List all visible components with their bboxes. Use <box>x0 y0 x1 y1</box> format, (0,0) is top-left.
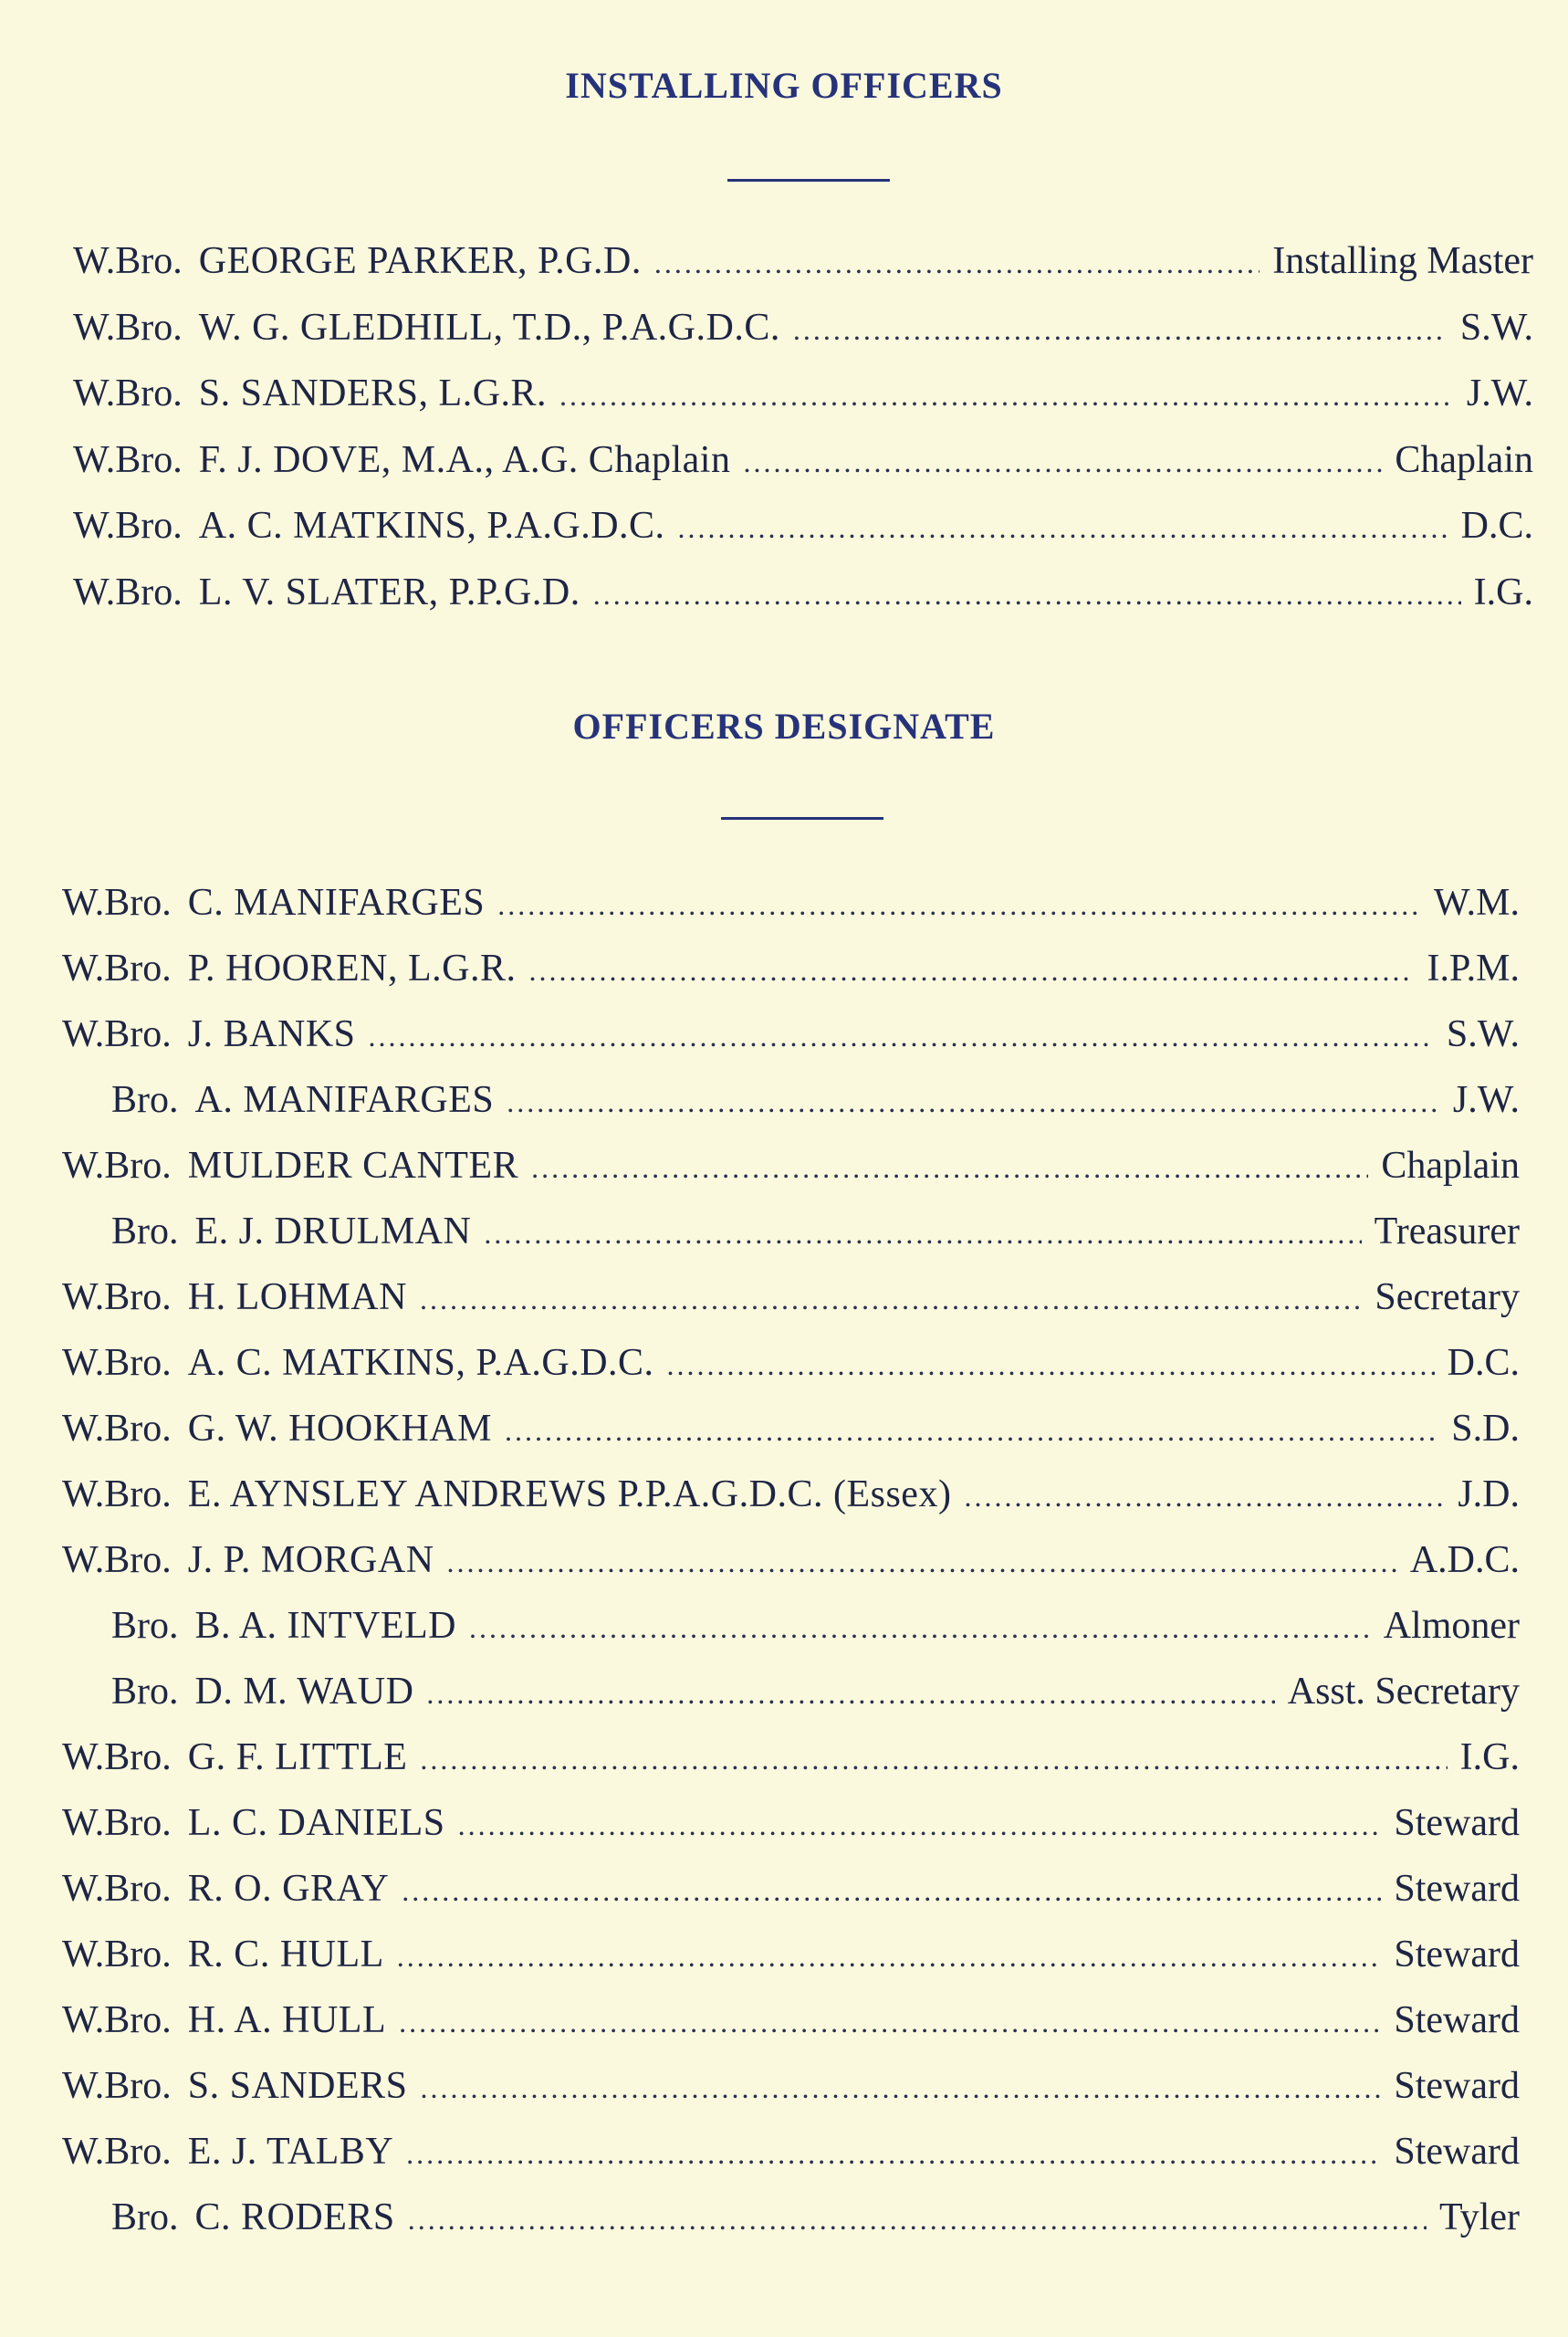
designate-officer-row <box>62 2130 1520 2174</box>
officer-title: W.Bro. <box>62 1539 172 1581</box>
designate-officer-row <box>62 1670 1520 1713</box>
officer-office: I.P.M. <box>1427 948 1520 990</box>
officer-name: S. SANDERS <box>187 2065 408 2107</box>
dot-leader <box>497 888 1421 922</box>
officer-title: W.Bro. <box>73 505 183 547</box>
officer-office: S.W. <box>1446 1013 1520 1055</box>
dot-leader <box>529 954 1415 988</box>
officer-office: I.G. <box>1473 571 1533 613</box>
officer-name: A. MANIFARGES <box>194 1079 495 1121</box>
officer-title: W.Bro. <box>62 1934 172 1975</box>
designate-officer-row <box>62 1933 1520 1976</box>
designate-officer-row <box>62 1998 1520 2042</box>
officer-title: Bro. <box>111 1079 179 1121</box>
officer-title: W.Bro. <box>73 571 183 613</box>
officer-name: J. BANKS <box>187 1013 356 1055</box>
officer-name: E. J. DRULMAN <box>194 1210 472 1252</box>
officer-name: B. A. INTVELD <box>194 1605 456 1647</box>
dot-leader <box>420 1283 1362 1316</box>
officer-office: Secretary <box>1375 1276 1520 1318</box>
dot-leader <box>654 246 1260 280</box>
officer-title: W.Bro. <box>73 438 183 481</box>
designate-officer-row <box>62 2196 1520 2239</box>
officer-name: J. P. MORGAN <box>187 1539 434 1581</box>
officer-title: W.Bro. <box>62 1408 172 1450</box>
installing-officer-row <box>73 372 1533 415</box>
officer-title: W.Bro. <box>62 1736 172 1778</box>
dot-leader <box>507 1085 1440 1119</box>
designate-officer-row <box>62 1407 1520 1451</box>
dot-leader <box>531 1151 1368 1185</box>
designate-officer-row <box>62 1144 1520 1188</box>
officer-office: D.C. <box>1460 505 1533 547</box>
officer-name: A. C. MATKINS, P.A.G.D.C. <box>187 1342 654 1384</box>
dot-leader <box>505 1414 1438 1448</box>
officer-title: W.Bro. <box>62 2065 172 2107</box>
designate-divider <box>721 817 883 820</box>
dot-leader <box>469 1611 1371 1645</box>
officer-name: E. J. TALBY <box>187 2131 394 2173</box>
designate-officer-row <box>62 1078 1520 1122</box>
officer-title: W.Bro. <box>62 1145 172 1187</box>
officer-name: F. J. DOVE, M.A., A.G. Chaplain <box>198 438 731 481</box>
dot-leader <box>964 1480 1445 1514</box>
dot-leader <box>484 1217 1361 1251</box>
dot-leader <box>369 1020 1434 1053</box>
officer-title: W.Bro. <box>73 372 183 414</box>
officer-name: L. V. SLATER, P.P.G.D. <box>198 571 580 613</box>
officer-office: Steward <box>1394 2065 1520 2107</box>
dot-leader <box>421 2071 1382 2105</box>
officer-name: S. SANDERS, L.G.R. <box>198 372 548 414</box>
officer-office: D.C. <box>1447 1342 1520 1384</box>
dot-leader <box>678 511 1448 545</box>
dot-leader <box>667 1348 1435 1382</box>
officer-name: GEORGE PARKER, P.G.D. <box>198 240 642 282</box>
officer-name: MULDER CANTER <box>187 1145 519 1187</box>
officer-title: W.Bro. <box>62 948 172 990</box>
dot-leader <box>402 1874 1381 1908</box>
officer-office: J.W. <box>1452 1079 1520 1121</box>
officer-office: S.W. <box>1459 306 1533 349</box>
installing-officer-row <box>73 306 1533 350</box>
officer-title: W.Bro. <box>62 2131 172 2173</box>
officer-name: R. C. HULL <box>187 1934 384 1975</box>
officer-name: W. G. GLEDHILL, T.D., P.A.G.D.C. <box>198 306 780 349</box>
officer-office: A.D.C. <box>1409 1539 1520 1581</box>
dot-leader <box>458 1808 1382 1842</box>
officer-office: Chaplain <box>1395 438 1533 481</box>
installing-divider <box>727 179 890 182</box>
officer-office: Almoner <box>1383 1605 1520 1647</box>
officer-name: C. RODERS <box>194 2196 395 2238</box>
officer-name: H. A. HULL <box>187 1999 387 2041</box>
dot-leader <box>426 1677 1274 1711</box>
designate-officer-row <box>62 1341 1520 1385</box>
officer-office: Treasurer <box>1374 1210 1520 1252</box>
officer-title: W.Bro. <box>62 1802 172 1844</box>
installing-officers-heading: INSTALLING OFFICERS <box>565 65 1003 106</box>
officer-name: G. W. HOOKHAM <box>187 1408 492 1450</box>
officers-designate-heading: OFFICERS DESIGNATE <box>572 706 996 747</box>
dot-leader <box>743 445 1382 479</box>
officer-office: Steward <box>1394 2131 1520 2173</box>
dot-leader <box>447 1546 1397 1579</box>
officer-office: J.D. <box>1458 1473 1520 1515</box>
dot-leader <box>408 2203 1427 2237</box>
dot-leader <box>593 578 1461 612</box>
installing-officer-row <box>73 504 1533 548</box>
officer-name: G. F. LITTLE <box>187 1736 408 1778</box>
officer-office: S.D. <box>1451 1408 1520 1450</box>
officer-office: J.W. <box>1466 372 1533 414</box>
designate-officer-row <box>62 1472 1520 1516</box>
officer-name: P. HOOREN, L.G.R. <box>187 948 517 990</box>
dot-leader <box>406 2137 1381 2171</box>
officer-title: W.Bro. <box>62 882 172 924</box>
officer-office: Asst. Secretary <box>1287 1671 1520 1713</box>
officer-title: W.Bro. <box>62 1342 172 1384</box>
officer-office: Steward <box>1394 1868 1520 1910</box>
officer-title: W.Bro. <box>62 1473 172 1515</box>
officer-title: Bro. <box>111 1605 179 1647</box>
designate-officer-row <box>62 1867 1520 1911</box>
dot-leader <box>420 1743 1447 1776</box>
officer-name: L. C. DANIELS <box>187 1802 445 1844</box>
officer-name: C. MANIFARGES <box>187 882 486 924</box>
officer-title: Bro. <box>111 1210 179 1252</box>
officer-title: Bro. <box>111 2196 179 2238</box>
officer-title: W.Bro. <box>62 1276 172 1318</box>
officer-title: W.Bro. <box>62 1868 172 1910</box>
officer-title: W.Bro. <box>62 1013 172 1055</box>
installing-officer-row <box>73 571 1533 614</box>
installing-officer-row <box>73 239 1533 283</box>
designate-officer-row <box>62 1604 1520 1648</box>
designate-officer-row <box>62 881 1520 925</box>
designate-officer-row <box>62 1801 1520 1845</box>
officer-office: Chaplain <box>1381 1145 1520 1187</box>
officer-name: H. LOHMAN <box>187 1276 407 1318</box>
officer-name: E. AYNSLEY ANDREWS P.P.A.G.D.C. (Essex) <box>187 1473 952 1515</box>
officer-office: Installing Master <box>1272 240 1533 282</box>
officer-title: W.Bro. <box>73 306 183 349</box>
dot-leader <box>559 379 1454 413</box>
officer-office: Tyler <box>1438 2196 1520 2238</box>
officer-office: Steward <box>1394 1802 1520 1844</box>
designate-officer-row <box>62 947 1520 990</box>
dot-leader <box>793 313 1448 347</box>
designate-officer-row <box>62 1275 1520 1319</box>
officer-title: Bro. <box>111 1671 179 1713</box>
officer-name: D. M. WAUD <box>194 1671 414 1713</box>
dot-leader <box>397 1940 1382 1974</box>
officer-title: W.Bro. <box>73 240 183 282</box>
designate-officer-row <box>62 1735 1520 1779</box>
designate-officer-row <box>62 1210 1520 1253</box>
officer-office: W.M. <box>1433 882 1520 924</box>
installing-officer-row <box>73 438 1533 482</box>
dot-leader <box>399 2006 1381 2039</box>
officer-title: W.Bro. <box>62 1999 172 2041</box>
designate-officer-row <box>62 1012 1520 1056</box>
officer-name: A. C. MATKINS, P.A.G.D.C. <box>198 505 665 547</box>
designate-officer-row <box>62 1538 1520 1582</box>
officer-office: I.G. <box>1459 1736 1520 1778</box>
designate-officer-row <box>62 2064 1520 2108</box>
officer-office: Steward <box>1394 1934 1520 1975</box>
officer-office: Steward <box>1394 1999 1520 2041</box>
officer-name: R. O. GRAY <box>187 1868 390 1910</box>
